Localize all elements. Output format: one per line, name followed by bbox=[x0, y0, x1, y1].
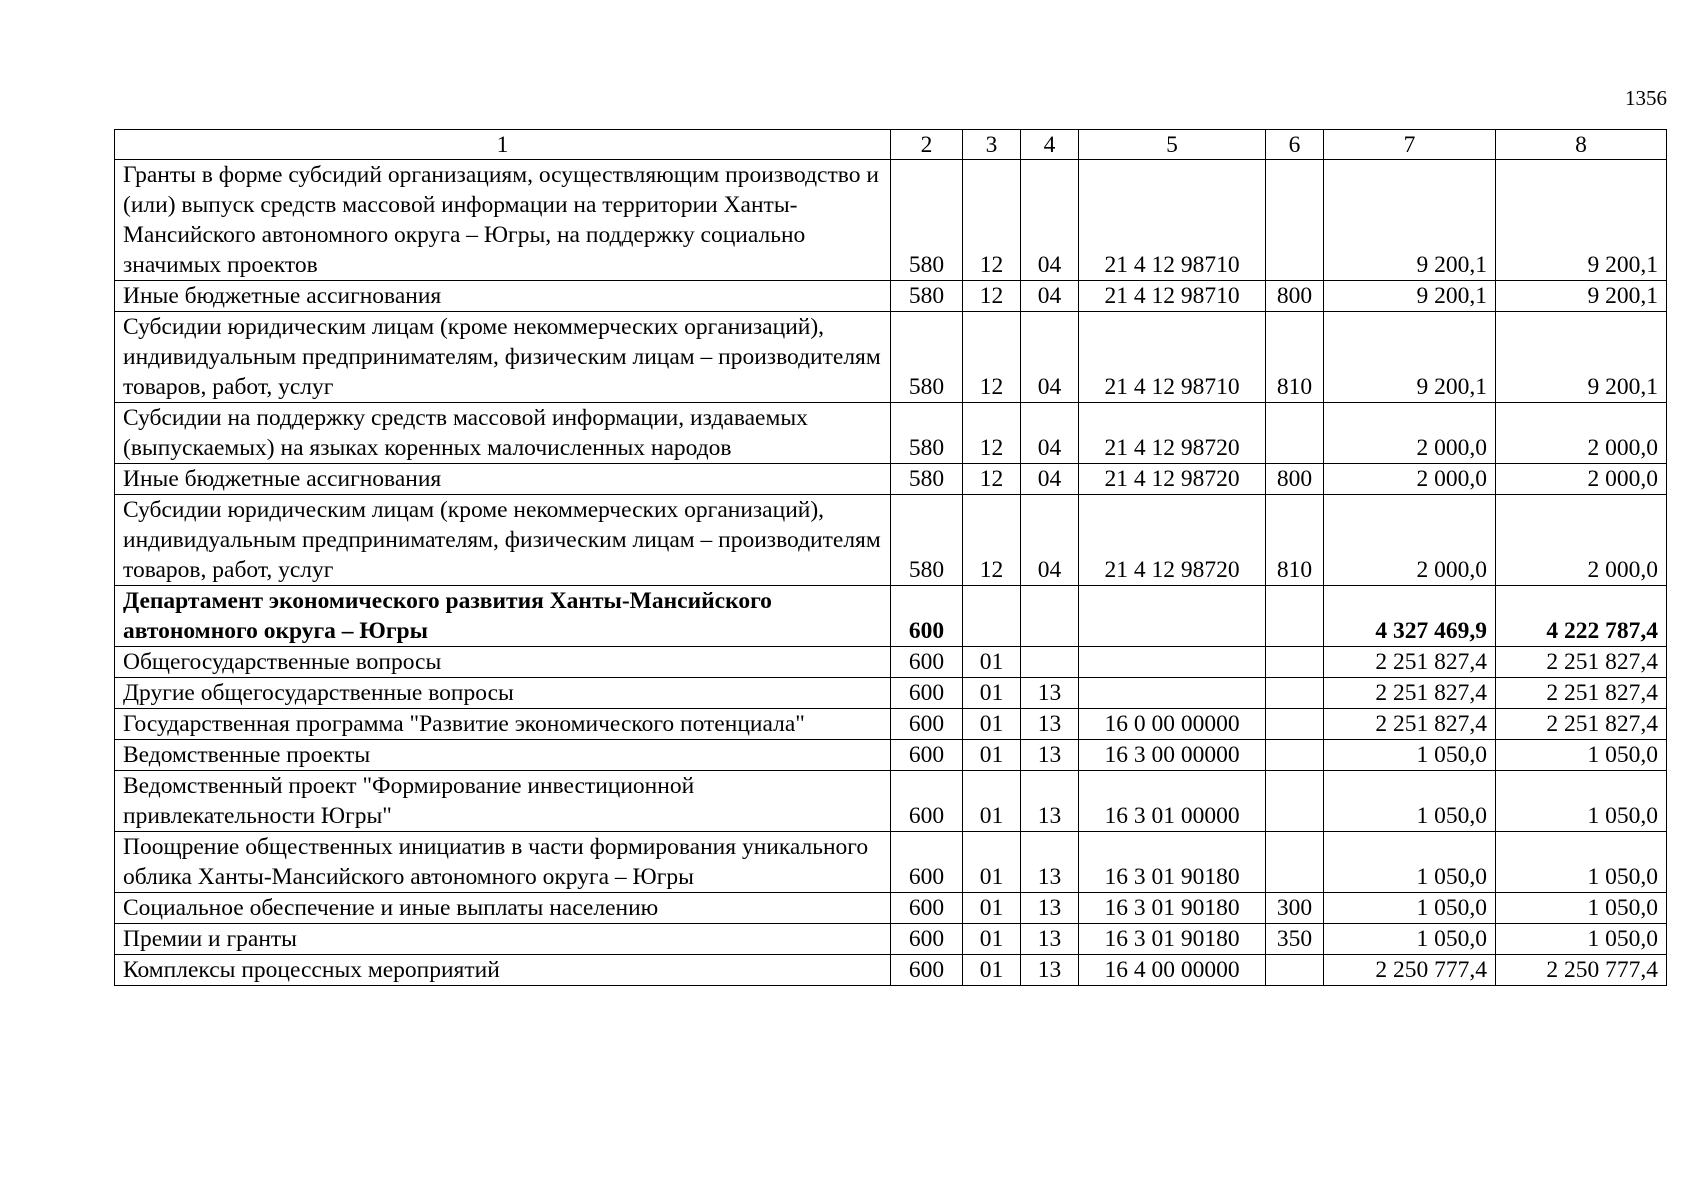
row-code-section: 01 bbox=[963, 678, 1021, 709]
table-row bbox=[115, 403, 1667, 464]
row-amount-col8: 2 251 827,4 bbox=[1496, 647, 1667, 678]
header-cell-2: 2 bbox=[891, 130, 963, 160]
row-name: Иные бюджетные ассигнования bbox=[115, 281, 891, 312]
header-cell-1: 1 bbox=[115, 130, 891, 160]
row-name: Поощрение общественных инициатив в части формирования уникального облика Ханты-Мансийского автономного округа – Югры bbox=[115, 832, 891, 893]
row-code-subsection: 04 bbox=[1021, 160, 1079, 281]
row-code-section: 01 bbox=[963, 647, 1021, 678]
row-code-section: 01 bbox=[963, 832, 1021, 893]
row-code-subsection: 13 bbox=[1021, 893, 1079, 924]
row-code-admin: 600 bbox=[891, 955, 963, 986]
row-code-admin: 580 bbox=[891, 160, 963, 281]
row-code-admin: 580 bbox=[891, 312, 963, 403]
row-name: Государственная программа "Развитие экономического потенциала" bbox=[115, 709, 891, 740]
row-code-expense-type bbox=[1266, 160, 1324, 281]
row-code-admin: 580 bbox=[891, 403, 963, 464]
row-code-section: 12 bbox=[963, 495, 1021, 586]
row-code-subsection: 04 bbox=[1021, 403, 1079, 464]
row-amount-col7: 9 200,1 bbox=[1324, 281, 1496, 312]
row-code-admin: 580 bbox=[891, 464, 963, 495]
row-name: Комплексы процессных мероприятий bbox=[115, 955, 891, 986]
table-row bbox=[115, 464, 1667, 495]
row-code-expense-type: 300 bbox=[1266, 893, 1324, 924]
row-amount-col8: 9 200,1 bbox=[1496, 312, 1667, 403]
row-amount-col8: 2 251 827,4 bbox=[1496, 709, 1667, 740]
table-row bbox=[115, 771, 1667, 832]
row-amount-col8: 2 250 777,4 bbox=[1496, 955, 1667, 986]
row-code-subsection: 13 bbox=[1021, 832, 1079, 893]
row-code-expense-type: 810 bbox=[1266, 495, 1324, 586]
row-code-expense-type bbox=[1266, 832, 1324, 893]
row-code-section: 01 bbox=[963, 893, 1021, 924]
header-cell-8: 8 bbox=[1496, 130, 1667, 160]
row-code-subsection: 13 bbox=[1021, 709, 1079, 740]
row-code-admin: 600 bbox=[891, 771, 963, 832]
row-code-expense-type bbox=[1266, 403, 1324, 464]
row-code-target: 21 4 12 98710 bbox=[1079, 281, 1266, 312]
row-amount-col7: 2 251 827,4 bbox=[1324, 647, 1496, 678]
row-code-section: 12 bbox=[963, 403, 1021, 464]
row-amount-col7: 1 050,0 bbox=[1324, 771, 1496, 832]
row-amount-col8: 2 000,0 bbox=[1496, 495, 1667, 586]
row-name: Иные бюджетные ассигнования bbox=[115, 464, 891, 495]
row-code-expense-type: 810 bbox=[1266, 312, 1324, 403]
row-amount-col8: 1 050,0 bbox=[1496, 740, 1667, 771]
row-amount-col8: 4 222 787,4 bbox=[1496, 586, 1667, 647]
table-row bbox=[115, 281, 1667, 312]
row-code-section: 01 bbox=[963, 709, 1021, 740]
row-code-admin: 580 bbox=[891, 495, 963, 586]
row-code-subsection bbox=[1021, 647, 1079, 678]
header-cell-6: 6 bbox=[1266, 130, 1324, 160]
row-amount-col8: 2 000,0 bbox=[1496, 464, 1667, 495]
row-name: Субсидии на поддержку средств массовой информации, издаваемых (выпускаемых) на языках коренных малочисленных народов bbox=[115, 403, 891, 464]
row-code-target bbox=[1079, 678, 1266, 709]
row-name: Премии и гранты bbox=[115, 924, 891, 955]
row-code-admin: 600 bbox=[891, 740, 963, 771]
row-amount-col8: 2 251 827,4 bbox=[1496, 678, 1667, 709]
row-code-target: 16 3 01 90180 bbox=[1079, 893, 1266, 924]
row-amount-col8: 2 000,0 bbox=[1496, 403, 1667, 464]
header-cell-7: 7 bbox=[1324, 130, 1496, 160]
row-code-target: 16 4 00 00000 bbox=[1079, 955, 1266, 986]
row-amount-col7: 1 050,0 bbox=[1324, 832, 1496, 893]
header-row bbox=[115, 130, 1667, 160]
row-code-section: 01 bbox=[963, 740, 1021, 771]
row-code-expense-type bbox=[1266, 771, 1324, 832]
row-amount-col7: 2 250 777,4 bbox=[1324, 955, 1496, 986]
table-row bbox=[115, 955, 1667, 986]
row-amount-col7: 9 200,1 bbox=[1324, 312, 1496, 403]
row-code-subsection: 13 bbox=[1021, 740, 1079, 771]
row-name: Ведомственные проекты bbox=[115, 740, 891, 771]
row-name: Ведомственный проект "Формирование инвестиционной привлекательности Югры" bbox=[115, 771, 891, 832]
header-cell-4: 4 bbox=[1021, 130, 1079, 160]
row-code-target: 21 4 12 98720 bbox=[1079, 403, 1266, 464]
row-code-section: 12 bbox=[963, 160, 1021, 281]
row-code-admin: 580 bbox=[891, 281, 963, 312]
row-name: Гранты в форме субсидий организациям, осуществляющим производство и (или) выпуск средств массовой информации на территории Ханты-Мансийского автономного округа – Югры, на поддержку социально значимых проектов bbox=[115, 160, 891, 281]
row-amount-col8: 1 050,0 bbox=[1496, 832, 1667, 893]
table-row bbox=[115, 740, 1667, 771]
row-code-target bbox=[1079, 586, 1266, 647]
row-amount-col7: 4 327 469,9 bbox=[1324, 586, 1496, 647]
row-code-expense-type: 800 bbox=[1266, 464, 1324, 495]
row-code-admin: 600 bbox=[891, 832, 963, 893]
row-code-admin: 600 bbox=[891, 678, 963, 709]
row-code-admin: 600 bbox=[891, 893, 963, 924]
table-row bbox=[115, 832, 1667, 893]
row-code-section: 12 bbox=[963, 281, 1021, 312]
row-code-expense-type bbox=[1266, 678, 1324, 709]
table-row bbox=[115, 312, 1667, 403]
table-row bbox=[115, 678, 1667, 709]
table-row bbox=[115, 495, 1667, 586]
row-code-subsection: 13 bbox=[1021, 678, 1079, 709]
row-amount-col7: 2 000,0 bbox=[1324, 495, 1496, 586]
row-code-target: 16 3 00 00000 bbox=[1079, 740, 1266, 771]
row-code-section: 12 bbox=[963, 312, 1021, 403]
row-code-target: 16 3 01 90180 bbox=[1079, 924, 1266, 955]
row-code-target: 21 4 12 98710 bbox=[1079, 312, 1266, 403]
table-row bbox=[115, 647, 1667, 678]
table-row bbox=[115, 160, 1667, 281]
table-row bbox=[115, 709, 1667, 740]
row-amount-col7: 1 050,0 bbox=[1324, 893, 1496, 924]
row-code-section bbox=[963, 586, 1021, 647]
row-code-subsection: 13 bbox=[1021, 955, 1079, 986]
row-code-subsection: 04 bbox=[1021, 281, 1079, 312]
row-amount-col8: 1 050,0 bbox=[1496, 924, 1667, 955]
row-code-section: 01 bbox=[963, 771, 1021, 832]
row-code-expense-type bbox=[1266, 647, 1324, 678]
row-amount-col7: 2 000,0 bbox=[1324, 403, 1496, 464]
row-code-expense-type bbox=[1266, 709, 1324, 740]
row-name: Социальное обеспечение и иные выплаты населению bbox=[115, 893, 891, 924]
table-row bbox=[115, 893, 1667, 924]
row-code-target bbox=[1079, 647, 1266, 678]
row-amount-col8: 1 050,0 bbox=[1496, 893, 1667, 924]
row-code-target: 21 4 12 98720 bbox=[1079, 495, 1266, 586]
row-amount-col7: 1 050,0 bbox=[1324, 740, 1496, 771]
row-code-admin: 600 bbox=[891, 586, 963, 647]
row-name: Департамент экономического развития Ханты-Мансийского автономного округа – Югры bbox=[115, 586, 891, 647]
row-amount-col7: 2 251 827,4 bbox=[1324, 678, 1496, 709]
row-amount-col8: 1 050,0 bbox=[1496, 771, 1667, 832]
row-code-section: 12 bbox=[963, 464, 1021, 495]
row-code-subsection: 04 bbox=[1021, 464, 1079, 495]
row-code-target: 16 3 01 00000 bbox=[1079, 771, 1266, 832]
table-row bbox=[115, 924, 1667, 955]
row-name: Субсидии юридическим лицам (кроме некоммерческих организаций), индивидуальным предпринимателям, физическим лицам – производителям товаров, работ, услуг bbox=[115, 312, 891, 403]
row-code-subsection: 04 bbox=[1021, 495, 1079, 586]
table-row bbox=[115, 586, 1667, 647]
row-code-admin: 600 bbox=[891, 647, 963, 678]
row-name: Общегосударственные вопросы bbox=[115, 647, 891, 678]
row-code-target: 16 0 00 00000 bbox=[1079, 709, 1266, 740]
row-amount-col8: 9 200,1 bbox=[1496, 160, 1667, 281]
budget-table bbox=[114, 129, 1667, 986]
row-code-target: 21 4 12 98720 bbox=[1079, 464, 1266, 495]
row-code-expense-type: 350 bbox=[1266, 924, 1324, 955]
row-name: Другие общегосударственные вопросы bbox=[115, 678, 891, 709]
row-code-target: 21 4 12 98710 bbox=[1079, 160, 1266, 281]
row-code-subsection bbox=[1021, 586, 1079, 647]
header-cell-3: 3 bbox=[963, 130, 1021, 160]
row-code-section: 01 bbox=[963, 955, 1021, 986]
row-name: Субсидии юридическим лицам (кроме некоммерческих организаций), индивидуальным предпринимателям, физическим лицам – производителям товаров, работ, услуг bbox=[115, 495, 891, 586]
row-amount-col7: 9 200,1 bbox=[1324, 160, 1496, 281]
row-code-target: 16 3 01 90180 bbox=[1079, 832, 1266, 893]
row-amount-col7: 2 000,0 bbox=[1324, 464, 1496, 495]
header-cell-5: 5 bbox=[1079, 130, 1266, 160]
row-code-expense-type bbox=[1266, 740, 1324, 771]
row-amount-col7: 1 050,0 bbox=[1324, 924, 1496, 955]
row-code-subsection: 13 bbox=[1021, 771, 1079, 832]
row-amount-col8: 9 200,1 bbox=[1496, 281, 1667, 312]
row-code-admin: 600 bbox=[891, 924, 963, 955]
row-code-expense-type bbox=[1266, 955, 1324, 986]
row-code-admin: 600 bbox=[891, 709, 963, 740]
row-code-subsection: 13 bbox=[1021, 924, 1079, 955]
row-code-subsection: 04 bbox=[1021, 312, 1079, 403]
page-number: 1356 bbox=[1625, 86, 1667, 110]
row-code-expense-type bbox=[1266, 586, 1324, 647]
row-code-expense-type: 800 bbox=[1266, 281, 1324, 312]
row-code-section: 01 bbox=[963, 924, 1021, 955]
row-amount-col7: 2 251 827,4 bbox=[1324, 709, 1496, 740]
